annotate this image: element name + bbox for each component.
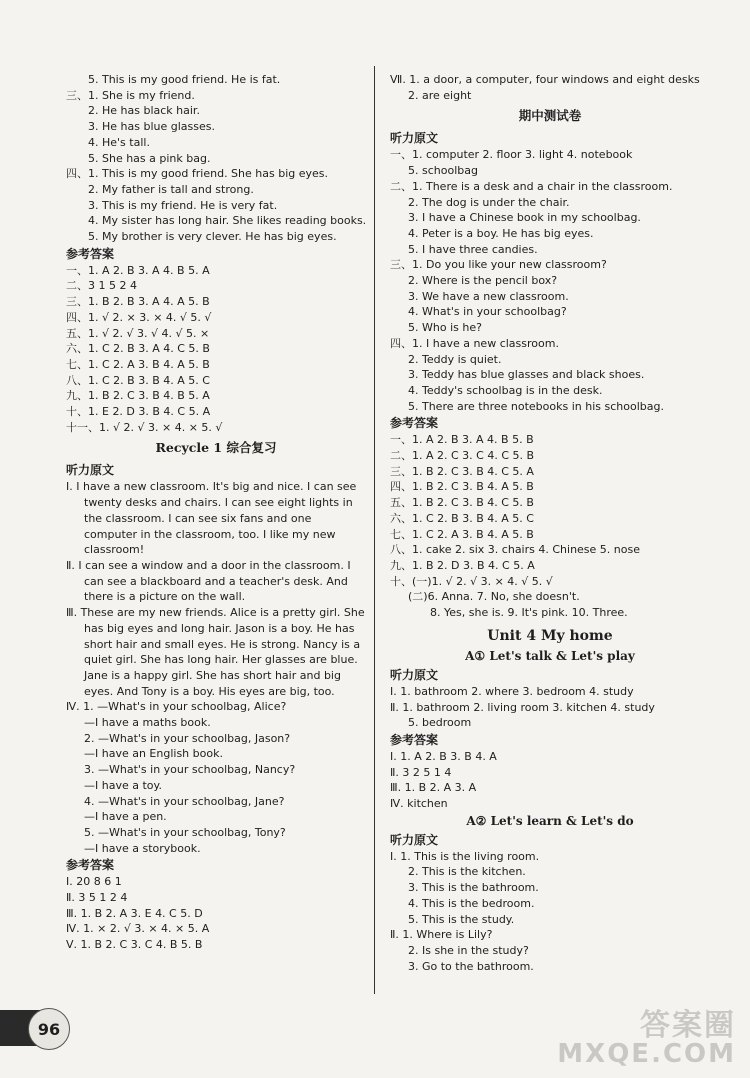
listening-line: Ⅰ. 1. bathroom 2. where 3. bedroom 4. study xyxy=(390,684,634,698)
watermark xyxy=(557,1008,736,1069)
answer-line: 一、1. A 2. B 3. A 4. B 5. A xyxy=(66,263,210,277)
dialogue-line: 5. —What's in your schoolbag, Tony? xyxy=(84,825,286,839)
listening-line: 3. I have a Chinese book in my schoolbag. xyxy=(408,211,641,225)
answer-line: Ⅰ. 1. A 2. B 3. B 4. A xyxy=(390,749,497,763)
text-line: 2. My father is tall and strong. xyxy=(88,182,254,196)
answer-line: Ⅴ. 1. B 2. C 3. C 4. B 5. B xyxy=(66,938,203,952)
listening-heading: 听力原文 xyxy=(66,463,115,478)
answer-line: 七、1. C 2. A 3. B 4. A 5. B xyxy=(66,357,210,371)
listening-line: 3. We have a new classroom. xyxy=(408,289,569,303)
dialogue-line: —I have a toy. xyxy=(84,778,162,792)
answer-line: 九、1. B 2. D 3. B 4. C 5. A xyxy=(390,558,535,572)
answer-line: 六、1. C 2. B 3. A 4. C 5. B xyxy=(66,342,210,356)
answer-line: 三、1. B 2. C 3. B 4. C 5. A xyxy=(390,464,534,478)
answers-heading: 参考答案 xyxy=(390,416,439,431)
listening-line: 5. I have three candies. xyxy=(408,242,538,256)
text-line: 3. This is my friend. He is very fat. xyxy=(88,198,278,212)
answer-line: Ⅱ. 3 2 5 1 4 xyxy=(390,765,452,779)
answer-line: Ⅳ. kitchen xyxy=(390,797,448,811)
text-line: 四、1. This is my good friend. She has big eyes. xyxy=(66,167,329,181)
answer-line: (二)6. Anna. 7. No, she doesn't. xyxy=(408,590,580,604)
dialogue-line: 4. —What's in your schoolbag, Jane? xyxy=(84,794,285,808)
listening-line: 二、1. There is a desk and a chair in the classroom. xyxy=(390,179,673,193)
dialogue-line: —I have a pen. xyxy=(84,810,167,824)
answer-line: 十一、1. √ 2. √ 3. × 4. × 5. √ xyxy=(66,420,223,434)
answer-line: 六、1. C 2. B 3. B 4. A 5. C xyxy=(390,511,534,525)
listening-line: 4. What's in your schoolbag? xyxy=(408,305,567,319)
answer-line: Ⅲ. 1. B 2. A 3. A xyxy=(390,781,477,795)
listening-line: 2. Teddy is quiet. xyxy=(408,352,502,366)
listening-line: 3. Teddy has blue glasses and black shoes. xyxy=(408,368,645,382)
section-title-midterm: 期中测试卷 xyxy=(518,108,582,124)
answer-line: 四、1. √ 2. × 3. × 4. √ 5. √ xyxy=(66,310,212,324)
answer-line: 十、(一)1. √ 2. √ 3. × 4. √ 5. √ xyxy=(390,574,553,588)
text-line: 4. He's tall. xyxy=(88,135,150,149)
answer-line: 8. Yes, she is. 9. It's pink. 10. Three. xyxy=(430,606,628,620)
listening-line: Ⅱ. 1. bathroom 2. living room 3. kitchen 4. study xyxy=(390,700,655,714)
listening-line: 2. This is the kitchen. xyxy=(408,865,526,879)
listening-line: 5. schoolbag xyxy=(408,164,478,178)
unit-title: Unit 4 My home xyxy=(487,627,613,644)
watermark-logo: 答案圈 xyxy=(640,1008,736,1043)
answer-line: 四、1. B 2. C 3. B 4. A 5. B xyxy=(390,480,534,494)
text-line: 5. My brother is very clever. He has big eyes. xyxy=(88,230,337,244)
left-column xyxy=(66,72,366,953)
listening-line: 2. Is she in the study? xyxy=(408,943,529,957)
listening-line: 5. This is the study. xyxy=(408,912,515,926)
dialogue-line: —I have a storybook. xyxy=(84,841,201,855)
listening-line: 2. Where is the pencil box? xyxy=(408,274,558,288)
text-line: 4. My sister has long hair. She likes reading books. xyxy=(88,214,366,228)
answer-line: 三、1. B 2. B 3. A 4. A 5. B xyxy=(66,295,210,309)
section-title-a2: A② Let's learn & Let's do xyxy=(466,813,634,828)
listening-heading: 听力原文 xyxy=(390,667,439,682)
listening-line: 2. The dog is under the chair. xyxy=(408,195,570,209)
answer-line: 二、1. A 2. C 3. C 4. C 5. B xyxy=(390,449,535,463)
dialogue-line: Ⅳ. 1. —What's in your schoolbag, Alice? xyxy=(66,700,287,714)
listening-line: Ⅰ. 1. This is the living room. xyxy=(390,849,540,863)
dialogue-line: 2. —What's in your schoolbag, Jason? xyxy=(84,731,291,745)
answer-line: Ⅳ. 1. × 2. √ 3. × 4. × 5. A xyxy=(66,922,210,936)
listening-line: Ⅱ. 1. Where is Lily? xyxy=(390,928,493,942)
text-line: 3. He has blue glasses. xyxy=(88,120,215,134)
paragraph: Ⅲ. These are my new friends. Alice is a pretty girl. She has big eyes and long hair. Jason is a boy. He has short hair and small eyes. He is strong. Nancy is a quiet girl. She has long hair. Her glasses are blue. Jane is a happy girl. She has short hair and big eyes. And Tony is a boy. His eyes are big, too. xyxy=(66,606,365,698)
listening-heading: 听力原文 xyxy=(390,832,439,847)
answer-line: 八、1. cake 2. six 3. chairs 4. Chinese 5. nose xyxy=(390,543,640,557)
answer-line: 八、1. C 2. B 3. B 4. A 5. C xyxy=(66,373,210,387)
page-number: 96 xyxy=(28,1008,70,1050)
answer-line: 十、1. E 2. D 3. B 4. C 5. A xyxy=(66,405,211,419)
listening-line: 5. There are three notebooks in his schoolbag. xyxy=(408,399,664,413)
dialogue-line: 3. —What's in your schoolbag, Nancy? xyxy=(84,763,296,777)
listening-line: 4. Peter is a boy. He has big eyes. xyxy=(408,226,594,240)
listening-line: 3. This is the bathroom. xyxy=(408,881,539,895)
dialogue-line: —I have a maths book. xyxy=(84,716,211,730)
answer-line: 七、1. C 2. A 3. B 4. A 5. B xyxy=(390,527,534,541)
answer-line: 五、1. √ 2. √ 3. √ 4. √ 5. × xyxy=(66,326,210,340)
answer-line: 一、1. A 2. B 3. A 4. B 5. B xyxy=(390,433,534,447)
listening-line: 一、1. computer 2. floor 3. light 4. notebook xyxy=(390,148,633,162)
text-line: 5. She has a pink bag. xyxy=(88,151,211,165)
text-line: 三、1. She is my friend. xyxy=(66,88,195,102)
section-title-a1: A① Let's talk & Let's play xyxy=(465,648,635,663)
section-title-recycle: Recycle 1 综合复习 xyxy=(155,440,277,456)
watermark-url: MXQE.COM xyxy=(557,1039,736,1069)
answer-line: 五、1. B 2. C 3. B 4. C 5. B xyxy=(390,496,534,510)
answer-line: Ⅰ. 20 8 6 1 xyxy=(66,875,122,889)
answers-heading: 参考答案 xyxy=(390,732,439,747)
listening-line: 3. Go to the bathroom. xyxy=(408,959,534,973)
answer-line: Ⅱ. 3 5 1 2 4 xyxy=(66,891,128,905)
text-line: 5. This is my good friend. He is fat. xyxy=(88,73,281,86)
listening-line: 5. Who is he? xyxy=(408,321,482,335)
paragraph: Ⅰ. I have a new classroom. It's big and nice. I can see twenty desks and chairs. I can see eight lights in the classroom. I can see six fans and one computer in the classroom, too. I like my new classroom! xyxy=(66,480,357,557)
answer-line: 九、1. B 2. C 3. B 4. B 5. A xyxy=(66,389,210,403)
answers-heading: 参考答案 xyxy=(66,858,115,873)
paragraph: Ⅱ. I can see a window and a door in the classroom. I can see a blackboard and a teacher's desk. And there is a picture on the wall. xyxy=(66,558,351,604)
answer-line: Ⅲ. 1. B 2. A 3. E 4. C 5. D xyxy=(66,906,203,920)
listening-line: 4. Teddy's schoolbag is in the desk. xyxy=(408,383,603,397)
answers-heading: 参考答案 xyxy=(66,246,115,261)
listening-heading: 听力原文 xyxy=(390,131,439,146)
text-line: 2. He has black hair. xyxy=(88,104,200,118)
column-divider xyxy=(374,66,375,994)
listening-line: 5. bedroom xyxy=(408,716,472,730)
text-line: Ⅶ. 1. a door, a computer, four windows and eight desks xyxy=(390,73,700,86)
right-column xyxy=(390,72,710,974)
answer-line: 二、3 1 5 2 4 xyxy=(66,279,137,293)
listening-line: 四、1. I have a new classroom. xyxy=(390,336,559,350)
dialogue-line: —I have an English book. xyxy=(84,747,223,761)
listening-line: 4. This is the bedroom. xyxy=(408,896,535,910)
text-line: 2. are eight xyxy=(408,88,472,102)
listening-line: 三、1. Do you like your new classroom? xyxy=(390,258,607,272)
